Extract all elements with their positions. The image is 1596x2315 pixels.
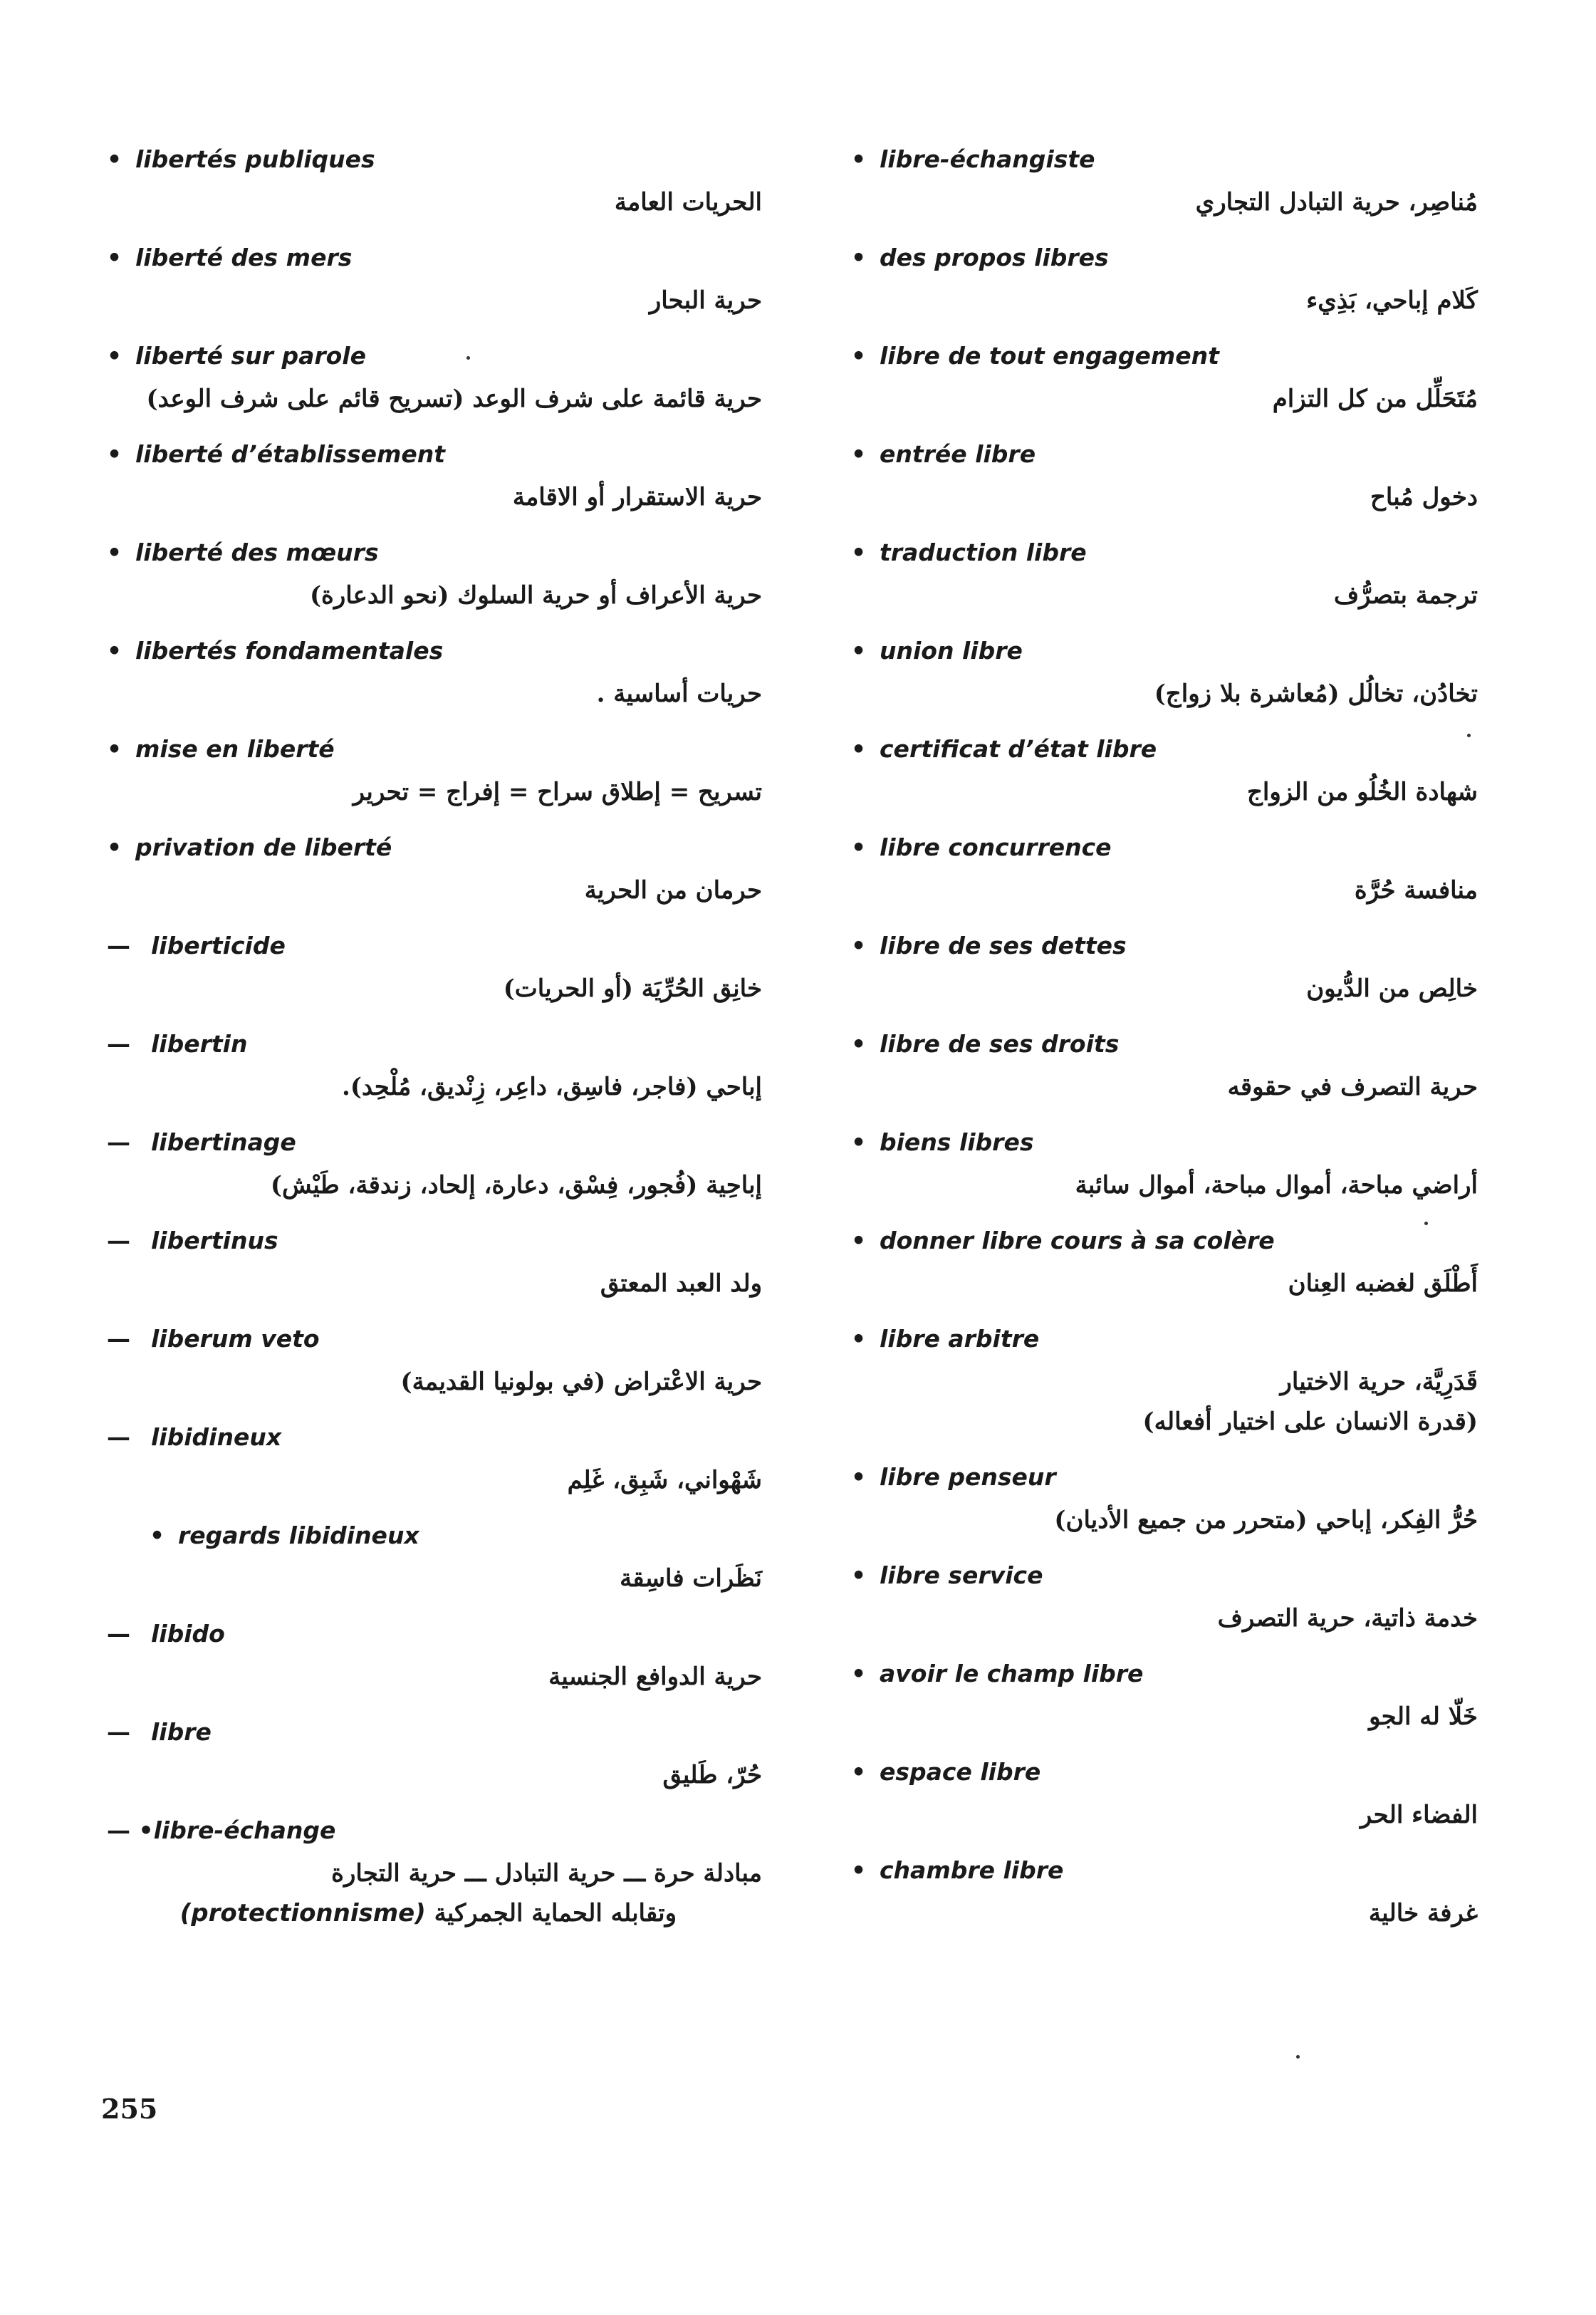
dash-marker: —	[107, 1423, 130, 1451]
arabic-translation: تسريح = إطلاق سراح = إفراج = تحرير	[353, 778, 762, 806]
arabic-translation: حرمان من الحرية	[584, 876, 762, 905]
bullet-marker: •	[150, 1521, 165, 1549]
headword-text: libidineux	[151, 1423, 282, 1451]
entry-spacing	[107, 814, 776, 827]
bullet-marker: •	[107, 735, 122, 763]
entry-spacing	[107, 519, 776, 532]
entry-spacing	[107, 421, 776, 434]
arabic-translation: خالِص من الدُّيون	[1306, 974, 1478, 1003]
dictionary-entry	[851, 1850, 1492, 1948]
bullet-marker: •	[851, 1128, 867, 1156]
dash-marker: —	[107, 1718, 130, 1746]
dictionary-entry	[107, 1417, 776, 1515]
entry-headword	[107, 1417, 776, 1458]
arabic-translation: نَظَرات فاسِقة	[620, 1564, 762, 1593]
entry-spacing	[851, 1306, 1492, 1318]
arabic-translation: قَدَرِيَّة، حرية الاختيار	[1280, 1368, 1478, 1396]
dictionary-entry	[107, 1515, 776, 1613]
headword-text: libre de ses droits	[880, 1030, 1120, 1058]
arabic-translation: حرية الدوافع الجنسية	[548, 1663, 762, 1691]
arabic-translation: حُرّ، طَليق	[662, 1761, 762, 1789]
dictionary-entry	[851, 1457, 1492, 1555]
dictionary-entry	[107, 925, 776, 1024]
arabic-translation: (قدرة الانسان على اختيار أفعاله)	[1142, 1408, 1478, 1436]
bullet-marker: •	[851, 1227, 867, 1254]
entry-headword	[851, 139, 1492, 180]
entry-headword	[107, 827, 776, 868]
entry-headword	[851, 532, 1492, 573]
entry-headword	[107, 729, 776, 770]
print-speck	[1296, 2055, 1300, 2059]
bullet-marker: •	[851, 932, 867, 959]
dictionary-entry	[107, 827, 776, 925]
entry-headword	[107, 1220, 776, 1261]
entry-spacing	[107, 1699, 776, 1712]
arabic-translation: مُناصِر، حرية التبادل التجاري	[1195, 188, 1478, 217]
entry-spacing	[851, 716, 1492, 729]
print-speck	[1467, 734, 1471, 737]
entry-spacing	[851, 814, 1492, 827]
dictionary-entry	[107, 1712, 776, 1810]
dictionary-entry	[851, 1653, 1492, 1752]
left-column	[107, 139, 776, 1948]
dictionary-entry	[851, 139, 1492, 237]
entry-headword	[851, 925, 1492, 967]
headword-text: chambre libre	[880, 1856, 1064, 1884]
note-arabic: وتقابله الحماية الجمركية	[434, 1899, 677, 1928]
entry-headword	[107, 434, 776, 475]
arabic-translation: خَلّا له الجو	[1369, 1702, 1478, 1731]
arabic-translation: مبادلة حرة ـــ حرية التبادل ـــ حرية التجارة	[331, 1859, 762, 1888]
headword-text: libre service	[880, 1561, 1043, 1589]
dictionary-entry	[851, 434, 1492, 532]
headword-text: mise en liberté	[135, 735, 335, 763]
arabic-translation: حرية الأعراف أو حرية السلوك (نحو الدعارة)	[309, 581, 762, 610]
dictionary-entry	[851, 729, 1492, 827]
headword-text: libre de tout engagement	[880, 342, 1219, 370]
entry-spacing	[851, 224, 1492, 237]
note-latin: (protectionnisme)	[179, 1899, 426, 1928]
arabic-translation: ترجمة بتصرُّف	[1333, 581, 1478, 610]
dash-marker: —	[107, 1030, 130, 1058]
entry-headword	[851, 1220, 1492, 1261]
headword-text: libertinus	[151, 1227, 278, 1254]
entry-headword	[851, 1653, 1492, 1695]
bullet-marker: •	[851, 342, 867, 370]
headword-text: liberté d’établissement	[135, 440, 446, 468]
dictionary-entry	[851, 335, 1492, 434]
entry-headword	[851, 1752, 1492, 1793]
bullet-marker: •	[851, 735, 867, 763]
arabic-translation: حرية التصرف في حقوقه	[1227, 1073, 1478, 1101]
bullet-marker: •	[851, 833, 867, 861]
arabic-translation: أراضي مباحة، أموال مباحة، أموال سائبة	[1075, 1171, 1478, 1200]
entry-headword	[107, 139, 776, 180]
dictionary-entry	[107, 1810, 776, 1948]
bullet-marker: •	[851, 1660, 867, 1687]
entry-headword	[851, 827, 1492, 868]
bullet-marker: •	[851, 145, 867, 173]
dash-marker: —	[107, 1128, 130, 1156]
arabic-translation: تخادُن، تخالُل (مُعاشرة بلا زواج)	[1154, 680, 1478, 708]
dash-marker: —	[107, 932, 130, 959]
headword-text: libre-échange	[153, 1816, 336, 1844]
arabic-translation: كَلام إباحي، بَذِيء	[1306, 286, 1478, 315]
dictionary-entry	[851, 1752, 1492, 1850]
bullet-marker: •	[107, 637, 122, 665]
dictionary-entry	[851, 630, 1492, 729]
entry-headword	[107, 630, 776, 672]
bullet-marker: •	[851, 1030, 867, 1058]
headword-text: union libre	[880, 637, 1023, 665]
dictionary-entry	[107, 729, 776, 827]
page-number: 255	[101, 2093, 158, 2125]
entry-headword	[851, 1024, 1492, 1065]
arabic-translation: غرفة خالية	[1368, 1899, 1478, 1928]
dictionary-entry	[107, 1220, 776, 1318]
bullet-marker: •	[107, 539, 122, 566]
bullet-marker: •	[851, 637, 867, 665]
headword-text: liberté sur parole	[135, 342, 366, 370]
headword-text: libre arbitre	[880, 1325, 1040, 1353]
entry-spacing	[851, 912, 1492, 925]
headword-text: entrée libre	[880, 440, 1036, 468]
entry-spacing	[851, 1542, 1492, 1555]
entry-spacing	[107, 1797, 776, 1810]
bullet-marker: •	[851, 1856, 867, 1884]
dash-marker: —	[107, 1620, 130, 1648]
entry-spacing	[107, 912, 776, 925]
arabic-translation: شهادة الخُلُو من الزواج	[1246, 778, 1478, 806]
arabic-translation: إباحي (فاجر، فاسِق، داعِر، زِنْديق، مُلْحِد).	[341, 1073, 762, 1101]
arabic-translation: حرية قائمة على شرف الوعد (تسريح قائم على شرف الوعد)	[146, 385, 762, 413]
headword-text: libido	[151, 1620, 225, 1648]
arabic-translation: خانِق الحُرِّيَة (أو الحريات)	[503, 974, 762, 1003]
entry-headword	[107, 1712, 776, 1753]
dictionary-entry	[851, 1220, 1492, 1318]
headword-text: liberté des mœurs	[135, 539, 379, 566]
dictionary-entry	[107, 237, 776, 335]
entry-headword	[851, 1555, 1492, 1596]
entry-spacing	[107, 1011, 776, 1024]
bullet-marker: •	[107, 440, 122, 468]
headword-text: avoir le champ libre	[880, 1660, 1144, 1687]
entry-headword	[107, 237, 776, 279]
entry-headword	[107, 1810, 776, 1851]
entry-headword	[851, 630, 1492, 672]
entry-spacing	[851, 618, 1492, 630]
dash-marker: —	[107, 1227, 130, 1254]
arabic-translation: حرية البحار	[649, 286, 762, 315]
arabic-translation: حرية الاستقرار أو الاقامة	[512, 483, 762, 511]
entry-headword	[107, 1515, 776, 1556]
headword-text: libertés publiques	[135, 145, 375, 173]
entry-headword	[107, 1318, 776, 1360]
dictionary-entry	[107, 1122, 776, 1220]
dash-marker: —	[107, 1325, 130, 1353]
arabic-translation: إباحِية (فُجور، فِسْق، دعارة، إلحاد، زندقة، طَيْش)	[270, 1171, 762, 1200]
entry-spacing	[851, 1444, 1492, 1457]
bullet-marker: •	[107, 244, 122, 271]
arabic-translation: دخول مُباح	[1370, 483, 1478, 511]
arabic-translation: حريات أساسية .	[596, 680, 762, 708]
headword-text: libre concurrence	[880, 833, 1112, 861]
entry-spacing	[851, 519, 1492, 532]
dictionary-entry	[107, 1613, 776, 1712]
entry-headword	[851, 335, 1492, 377]
bullet-marker: •	[851, 244, 867, 271]
entry-headword	[851, 1457, 1492, 1498]
entry-spacing	[851, 323, 1492, 335]
entry-spacing	[851, 1207, 1492, 1220]
entry-spacing	[851, 1109, 1492, 1122]
entry-spacing	[107, 1109, 776, 1122]
headword-text: liberté des mers	[135, 244, 353, 271]
entry-headword	[107, 1613, 776, 1655]
bullet-marker: •	[851, 539, 867, 566]
dictionary-entry	[107, 1024, 776, 1122]
arabic-translation: الحريات العامة	[614, 188, 762, 217]
entry-headword	[107, 925, 776, 967]
headword-text: libre de ses dettes	[880, 932, 1127, 959]
headword-text: biens libres	[880, 1128, 1034, 1156]
entry-headword	[107, 335, 776, 377]
entry-spacing	[107, 1306, 776, 1318]
headword-text: certificat d’état libre	[880, 735, 1157, 763]
entry-headword	[107, 532, 776, 573]
entry-spacing	[107, 1404, 776, 1417]
entry-spacing	[107, 1207, 776, 1220]
headword-text: libertés fondamentales	[135, 637, 444, 665]
dictionary-entry	[851, 1555, 1492, 1653]
arabic-translation: حرية الاعْتراض (في بولونيا القديمة)	[400, 1368, 762, 1396]
print-speck	[466, 356, 470, 360]
dictionary-entry	[851, 1024, 1492, 1122]
headword-text: libre penseur	[880, 1463, 1056, 1491]
bullet-marker: •	[851, 1561, 867, 1589]
headword-text: donner libre cours à sa colère	[880, 1227, 1275, 1254]
entry-headword	[851, 434, 1492, 475]
headword-text: libre-échangiste	[880, 145, 1095, 173]
headword-text: libertinage	[151, 1128, 296, 1156]
bullet-marker: •	[851, 1463, 867, 1491]
headword-text: liberum veto	[151, 1325, 320, 1353]
bullet-marker: •	[851, 1325, 867, 1353]
bullet-marker: •	[851, 440, 867, 468]
entry-headword	[851, 1318, 1492, 1360]
dictionary-entry	[107, 532, 776, 630]
headword-text: traduction libre	[880, 539, 1087, 566]
entry-spacing	[107, 1502, 776, 1515]
headword-text: liberticide	[151, 932, 286, 959]
entry-spacing	[851, 421, 1492, 434]
arabic-translation-note	[107, 1891, 776, 1935]
dictionary-entry	[107, 630, 776, 729]
headword-text: espace libre	[880, 1758, 1041, 1786]
entry-headword	[851, 1850, 1492, 1891]
dictionary-entry	[851, 925, 1492, 1024]
headword-text: des propos libres	[880, 244, 1109, 271]
headword-text: libre	[151, 1718, 212, 1746]
entry-spacing	[107, 224, 776, 237]
bullet-marker: •	[107, 833, 122, 861]
arabic-translation: خدمة ذاتية، حرية التصرف	[1217, 1604, 1478, 1633]
bullet-marker: •	[107, 145, 122, 173]
bullet-marker: •	[851, 1758, 867, 1786]
arabic-translation: مُتَحَلِّل من كل التزام	[1272, 385, 1478, 413]
entry-spacing	[851, 1739, 1492, 1752]
entry-spacing	[851, 1837, 1492, 1850]
entry-headword	[851, 1122, 1492, 1163]
dictionary-entry	[107, 335, 776, 434]
entry-headword	[851, 237, 1492, 279]
dictionary-entry	[851, 1122, 1492, 1220]
arabic-translation: الفضاء الحر	[1360, 1801, 1478, 1829]
entry-headword	[107, 1122, 776, 1163]
headword-text: regards libidineux	[178, 1521, 419, 1549]
dictionary-entry	[851, 1318, 1492, 1457]
entry-spacing	[107, 323, 776, 335]
dash-marker: — •	[107, 1816, 154, 1844]
entry-headword	[851, 729, 1492, 770]
entry-spacing	[851, 1011, 1492, 1024]
arabic-translation: شَهْواني، شَبِق، غَلِم	[567, 1466, 762, 1494]
dictionary-entry	[107, 1318, 776, 1417]
entry-spacing	[107, 1935, 776, 1948]
arabic-translation: أَطْلَق لغضبه العِنان	[1288, 1269, 1478, 1298]
right-column	[851, 139, 1492, 1948]
dictionary-entry	[107, 139, 776, 237]
dictionary-entry	[107, 434, 776, 532]
arabic-translation: منافسة حُرَّة	[1354, 876, 1478, 905]
dictionary-entry	[851, 237, 1492, 335]
dictionary-entry	[851, 532, 1492, 630]
arabic-translation: ولد العبد المعتق	[600, 1269, 762, 1298]
entry-spacing	[851, 1935, 1492, 1948]
entry-spacing	[107, 618, 776, 630]
headword-text: privation de liberté	[135, 833, 392, 861]
bullet-marker: •	[107, 342, 122, 370]
print-speck	[1424, 1222, 1428, 1225]
entry-spacing	[851, 1640, 1492, 1653]
entry-spacing	[107, 1601, 776, 1613]
dictionary-entry	[851, 827, 1492, 925]
entry-spacing	[107, 716, 776, 729]
arabic-translation: حُرُّ الفِكر، إباحي (متحرر من جميع الأديان)	[1054, 1506, 1478, 1534]
entry-headword	[107, 1024, 776, 1065]
headword-text: libertin	[151, 1030, 248, 1058]
